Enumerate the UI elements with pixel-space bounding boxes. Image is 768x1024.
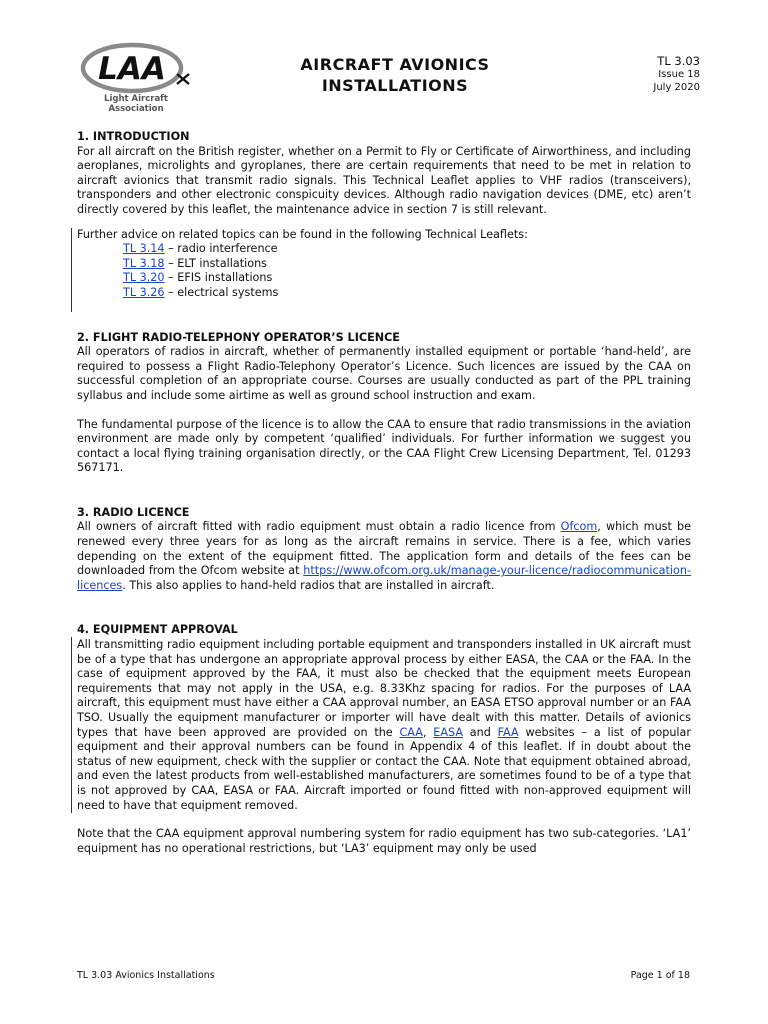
section-operator-licence bbox=[77, 331, 691, 476]
link-tl-3-14[interactable]: TL 3.14 bbox=[123, 242, 165, 256]
section-introduction bbox=[77, 130, 691, 301]
revision-bar bbox=[71, 228, 72, 312]
leaflet-link-list bbox=[77, 242, 691, 300]
revision-bar bbox=[71, 637, 72, 813]
laa-logo-icon bbox=[80, 40, 195, 98]
link-ofcom[interactable]: Ofcom bbox=[560, 520, 598, 534]
list-item: TL 3.14 – radio interference bbox=[123, 242, 278, 256]
paragraph: All operators of radios in aircraft, whether of permanently installed equipment or portable ‘hand-held’, are required to possess a Flight Radio-Telephony Operator’s Licence. Such licences are issued by the CAA on successful completion of an appropriate course. Courses are usually conducted as part of the PPL training syllabus and include some airtime as well as ground school instruction and exam. bbox=[77, 345, 691, 402]
title-line-2: INSTALLATIONS bbox=[321, 76, 469, 95]
leaflet-reference: TL 3.03 bbox=[657, 54, 700, 68]
paragraph: For all aircraft on the British register, whether on a Permit to Fly or Certificate of Airworthiness, and including aeroplanes, microlights and gyroplanes, there are certain requirements that need to be met in relation to aircraft avionics that transmit radio signals. This Technical Leaflet applies to VHF radios (transceivers), transponders and other electronic conspicuity devices. Although radio navigation devices (DME, etc) aren’t directly covered by this leaflet, the maintenance advice in section 7 is still relevant. bbox=[77, 144, 691, 216]
logo-wordmark: LAA bbox=[98, 51, 166, 87]
issue-number: Issue 18 bbox=[658, 69, 700, 80]
section-equipment-approval bbox=[77, 623, 691, 856]
section-radio-licence bbox=[77, 506, 691, 594]
link-caa[interactable]: CAA bbox=[399, 725, 423, 739]
paragraph: Further advice on related topics can be found in the following Technical Leaflets: bbox=[77, 227, 528, 241]
link-tl-3-20[interactable]: TL 3.20 bbox=[123, 271, 165, 285]
section-heading: 3. RADIO LICENCE bbox=[77, 505, 190, 519]
list-item: TL 3.18 – ELT installations bbox=[123, 256, 268, 270]
related-leaflets bbox=[77, 228, 691, 301]
title-line-1: AIRCRAFT AVIONICS bbox=[300, 55, 490, 74]
document-body bbox=[77, 130, 691, 856]
link-tl-3-18[interactable]: TL 3.18 bbox=[123, 256, 165, 270]
list-item: TL 3.20 – EFIS installations bbox=[123, 271, 273, 285]
laa-logo bbox=[80, 40, 195, 114]
list-item: TL 3.26 – electrical systems bbox=[123, 285, 279, 299]
link-tl-3-26[interactable]: TL 3.26 bbox=[123, 285, 165, 299]
paragraph: The fundamental purpose of the licence is to allow the CAA to ensure that radio transmissions in the aviation environment are made only by competent ‘qualified’ individuals. For further information we suggest you contact a local flying training organisation directly, or the CAA Flight Crew Licensing Department, Tel. 01293 567171. bbox=[77, 417, 691, 475]
link-ofcom-licence-url[interactable]: https://www.ofcom.org.uk/manage-your-licence/radiocommunication-licences bbox=[77, 564, 691, 592]
logo-caption: Light Aircraft Association bbox=[104, 94, 168, 114]
link-easa[interactable]: EASA bbox=[433, 725, 463, 739]
section-heading: 4. EQUIPMENT APPROVAL bbox=[77, 623, 238, 637]
paragraph: All owners of aircraft fitted with radio equipment must obtain a radio licence from Ofcom, which must be renewed every three years for as long as the aircraft remains in service. There is a fee, which varies depending on the extent of the equipment fitted. The application form and details of the fees can be downloaded from the Ofcom website at https://www.ofcom.org.uk/manage-your-licence/radiocommunication-licences. This also applies to hand-held radios that are installed in aircraft. bbox=[77, 520, 691, 592]
paragraph: All transmitting radio equipment including portable equipment and transponders installed in UK aircraft must be of a type that has undergone an appropriate approval process by either EASA, the CAA or the FAA. In the case of equipment approved by the FAA, it must also be checked that the equipment meets European requirements that may not apply in the USA, e.g. 8.33Khz spacing for radios. For the purposes of LAA aircraft, this equipment must have either a CAA approval number, an EASA ETSO approval number or an FAA TSO. Usually the equipment manufacturer or importer will have dealt with this matter. Details of avionics types that have been approved are provided on the CAA, EASA and FAA websites – a list of popular equipment and their approval numbers can be found in Appendix 4 of this leaflet. If in doubt about the status of new equipment, check with the supplier or contact the CAA. Note that equipment obtained abroad, and even the latest products from well-established manufacturers, are sometimes found to be of a type that is not approved by CAA, EASA or FAA. Aircraft imported or found fitted with non-approved equipment will need to have that equipment removed. bbox=[77, 638, 691, 812]
paragraph: Note that the CAA equipment approval numbering system for radio equipment has two sub-categories. ‘LA1’ equipment has no operational restrictions, but ‘LA3’ equipment may only be used bbox=[77, 827, 691, 855]
document-meta bbox=[610, 55, 700, 94]
section-heading: 2. FLIGHT RADIO-TELEPHONY OPERATOR’S LICENCE bbox=[77, 330, 400, 344]
footer-page-number: Page 1 of 18 bbox=[630, 970, 690, 981]
document-title bbox=[250, 54, 540, 96]
link-faa[interactable]: FAA bbox=[497, 725, 519, 739]
footer-document-name: TL 3.03 Avionics Installations bbox=[77, 970, 215, 981]
section-heading: 1. INTRODUCTION bbox=[77, 130, 190, 143]
issue-date: July 2020 bbox=[653, 82, 700, 93]
